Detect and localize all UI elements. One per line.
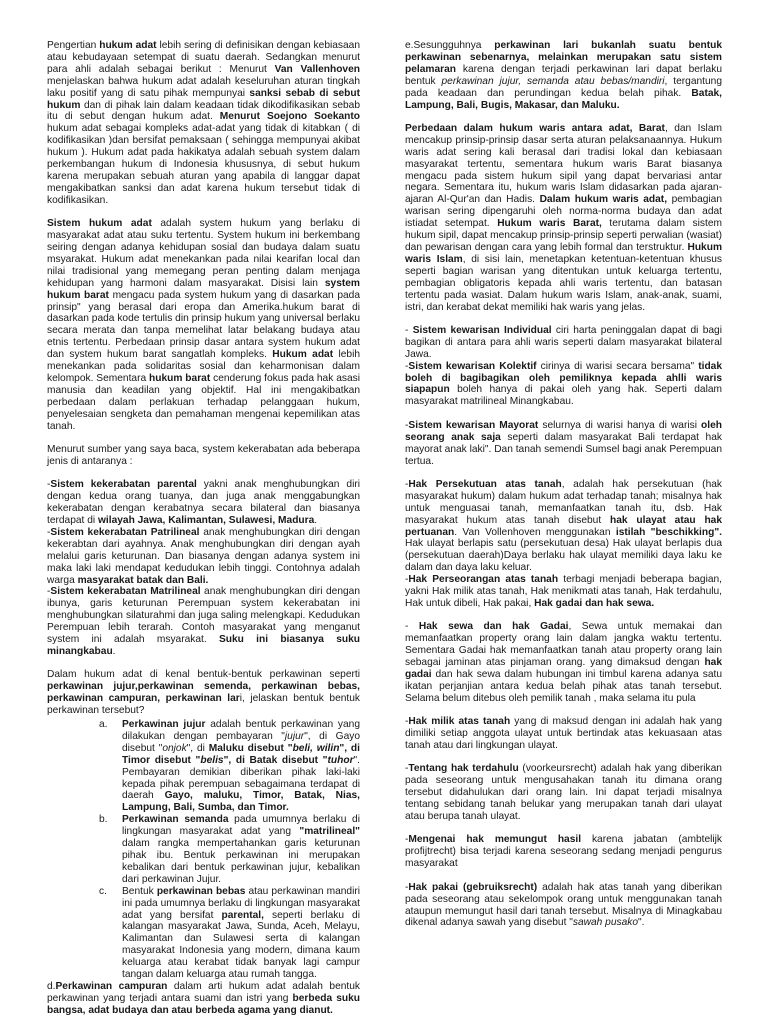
paragraph-kewarisan-mayorat: -Sistem kewarisan Mayorat selurnya di warisi hanya di warisi oleh seorang anak saja seperti dalam masyarakat Bali terdapat hak mayorat anak laki". Dan tanah semendi Sumsel bagi anak Perempuan tertua.	[405, 419, 722, 467]
list-item-text: Bentuk perkawinan bebas atau perkawinan mandiri ini pada umumnya berlaku di lingkungan masyarakat adat yang bersifat parental, seperti berlaku di kalangan masyarakat Jawa, Sunda, Aceh, Melayu, Kalimantan dan Sulawesi serta di kalangan masyarakat Indonesia yang modern, dimana kaum keluarga atau kerabat tidak banyak lagi campur tangan dalam keluarga atau rumah tangga.	[122, 885, 360, 981]
paragraph-hak-memungut-hasil: -Mengenai hak memungut hasil karena jabatan (ambtelijk profijtrecht) bisa terjadi karena seseorang sedang menjadi pengurus masyarakat	[405, 834, 722, 870]
paragraph-perkawinan-campuran: d.Perkawinan campuran dalam arti hukum adat adalah bentuk perkawinan yang terjadi antara suami dan istri yang berbeda suku bangsa, adat budaya dan atau berbeda agama yang dianut.	[47, 980, 360, 1016]
list-item-perkawinan-bebas	[47, 886, 360, 981]
paragraph-sistem-kekerabatan-intro: Menurut sumber yang saya baca, system kekerabatan ada beberapa jenis di antaranya :	[47, 444, 360, 467]
list-item-text: Perkawinan semanda pada umumnya berlaku di lingkungan masyarakat adat yang "matrilineal" dalam rangka mempertahankan garis keturunan pihak ibu. Bentuk perkawinan ini merupakan kebalikan dari bentuk perkawinan jujur, kebalikan dari perkawinan Jujur.	[122, 814, 360, 885]
paragraph-sistem-kekerabatan: -Sistem kekerabatan parental yakni anak menghubungkan diri dengan kedua orang tuanya, dan juga anak menggabungkan kekerabatan dengan kerabatnya secara bilateral dan biasanya terdapat di wilayah Jawa, Kalimantan, Sulawesi, Madura. -Sistem kekerabatan Patrilineal anak menghubungkan diri dengan kekerabtan dari ayahnya. Anak menghubungkan diri dengan ayah melalui garis keturunan. Dan biasanya dengan adanya system ini maka laki laki mendapat kedudukan lebih tinggi. Contohnya adalah warga masyarakat batak dan Bali. -Sistem kekerabatan Matrilineal anak menghubungkan diri dengan ibunya, garis keturunan Perempuan system kekerabatan ini menghubungkan silaturahmi dan juga saling melengkapi. Kedudukan Perempuan lebih terarah. Contoh masyarakat yang menganut system ini adalah msyarakat. Suku ini biasanya suku minangkabau.	[47, 479, 361, 657]
paragraph-perkawinan-lari: e.Sesungguhnya perkawinan lari bukanlah suatu bentuk perkawinan sebenarnya, melainkan merupakan satu sistem pelamaran karena dengan terjadi perkawinan lari dapat berlaku bentuk perkawinan jujur, semanda atau bebas/mandiri, tergantung pada keadaan dan perundingan kedua belah pihak. Batak, Lampung, Bali, Bugis, Makasar, dan Maluku.	[405, 40, 723, 111]
paragraph-hak-persekutuan: -Hak Persekutuan atas tanah, adalah hak persekutuan (hak masyarakat hukum) dalam hukum adat terhadap tanah; misalnya hak untuk menguasai tanah, memanfaatkan tanah itu, dsb. Hak masyarakat hukum atas tanah disebut hak ulayat atau hak pertuanan. Van Vollenhoven menggunakan istilah "beschikking". Hak ulayat berlapis satu (persekutuan desa) Hak ulayat berlapis dua (persekutuan daerah)Daya berlaku hak ulayat memiliki daya laku ke dalam dan daya laku keluar. -Hak Perseorangan atas tanah terbagi menjadi beberapa bagian, yakni Hak milik atas tanah, Hak menikmati atas tanah, Hak terdahulu, Hak untuk dibeli, Hak pakai, Hak gadai dan hak sewa.	[405, 478, 723, 609]
list-item-text: Perkawinan jujur adalah bentuk perkawinan yang dilakukan dengan pembayaran "jujur", di Gayo disebut "onjok", di Maluku disebut "beli, wilin", di Timor disebut "belis", di Batak disebut "tuhor". Pembayaran demikian diberikan pihak laki-laki kepada pihak perempuan sebagaimana terdapat di daerah Gayo, maluku, Timor, Batak, Nias, Lampung, Bali, Sumba, dan Timor.	[122, 719, 360, 814]
paragraph-bentuk-perkawinan: Dalam hukum adat di kenal bentuk-bentuk perkawinan seperti perkawinan jujur,perkawinan semenda, perkawinan bebas, perkawinan campuran, perkawinan lari, jelaskan bentuk bentuk perkawinan tersebut?	[47, 669, 360, 717]
left-column	[47, 40, 360, 1028]
list-label: b.	[99, 814, 108, 826]
paragraph-hak-terdahulu: -Tentang hak terdahulu (voorkeursrecht) adalah hak yang diberikan pada seseorang untuk mengusahakan tanah itu dimana orang tersebut didahulukan dari orang lain. Ini dapat terjadi misalnya tentang sebidang tanah belukar yang merupakan tanah dari ulayat atau berupa tanah ulayat.	[405, 763, 722, 823]
paragraph-perbedaan-hukum-waris: Perbedaan dalam hukum waris antara adat, Barat, dan Islam mencakup prinsip-prinsip dasar serta aturan pelaksanaannya. Hukum waris adat sering kali berasal dari tradisi lokal dan kebiasaan masyarakat tertentu, sementara hukum waris Barat biasanya mengacu pada sistem hukum sipil yang dapat bervariasi antar negara. Sementara itu, hukum waris Islam didasarkan pada ajaran-ajaran Al-Qur'an dan Hadis. Dalam hukum waris adat, pembagian warisan sering dipengaruhi oleh norma-norma budaya dan adat istiadat setempat. Hukum waris Barat, terutama dalam sistem hukum sipil, dapat mencakup prinsip-prinsip seperti perwalian (wasiat) dan pewarisan dengan cara yang lebih formal dan terstruktur. Hukum waris Islam, di sisi lain, menetapkan ketentuan-ketentuan khusus seperti bagian warisan yang ditentukan untuk keluarga tertentu, pembagian obligatoris kepada ahli waris tertentu, dan batasan tertentu pada wasiat. Dalam hukum waris Islam, anak-anak, suami, istri, dan kerabat dekat memiliki hak waris yang jelas.	[405, 122, 722, 313]
list-item-perkawinan-jujur	[47, 719, 360, 814]
right-column	[405, 40, 722, 941]
paragraph-kewarisan-individual-kolektif: - Sistem kewarisan Individual ciri harta peninggalan dapat di bagi bagikan di antara para ahli waris seperti dalam masyarakat bilateral Jawa. -Sistem kewarisan Kolektif cirinya di warisi secara bersama" tidak boleh di bagibagikan oleh pemiliknya kepada ahlli waris siapapun boleh hanya di pakai oleh yang hak. Seperti dalam masyarakat matrilineal Minangkabau.	[405, 324, 722, 408]
paragraph-sistem-hukum-adat: Sistem hukum adat adalah system hukum yang berlaku di masyarakat adat atau suku tertentu. System hukum ini berkembang seiring dengan adanya kehidupan sosial dan budaya dalam suatu msyarakat. Hukum adat menekankan pada nilai kearifan local dan nilai tradisional yang memegang peran penting dalam menjaga kehidupan yang harmoni dalam masyarakat. Disisi lain system hukum barat mengacu pada system hukum yang di dasarkan pada prinsip" yang berasal dari eropa dan Amerika.hukum barat di dasarkan pada kode tertulis din prinsip hukum yang universal berlaku secara merata dan tanpa memelihat latar belakang budaya atau etnis tertentu. Perbedaan prinsip dasar antara system hukum adat dan system hukum barat sangatlah kompleks. Hukum adat lebih menekankan pada solidaritas sosial dan keharmonisan dalam kelompok. Sementara hukum barat cenderung fokus pada hak asasi manusia dan keadilan yang objektif. Hal ini mengakibatkan perbedaan dalam perlakuan terhadap pelanggaan hukum, penyelesaian sengketa dan pemahaman mengenai kepemilikan atas tanah.	[47, 218, 360, 432]
list-label: c.	[99, 885, 107, 897]
paragraph-hak-milik: -Hak milik atas tanah yang di maksud dengan ini adalah hak yang dimiliki setiap anggota ulayat untuk bertindak atas kekuasaan atas tanah atau dari lingkungan ulayat.	[405, 716, 722, 752]
paragraph-hak-pakai: -Hak pakai (gebruiksrecht) adalah hak atas tanah yang diberikan pada seseorang atau sekelompok orang untuk menggunakan tanah ataupun memungut hasil dari tanah tersebut. Misalnya di Minagkabau dikenal adanya sawah yang disebut "sawah pusako".	[405, 881, 723, 929]
paragraph-pengertian-hukum-adat: Pengertian hukum adat lebih sering di definisikan dengan kebiasaan atau kebudayaan setempat di suatu daerah. Sedangkan menurut para ahli adalah sebagai berikut : Menurut Van Vallenhoven menjelaskan bahwa hukum adat adalah keseluruhan aturan tingkah laku positif yang di satu pihak mempunyai sanksi sebab di sebut hukum dan di pihak lain dalam keadaan tidak dikodifikasikan sebab itu di sebut dengan hukum adat. Menurut Soejono Soekanto hukum adat sebagai kompleks adat-adat yang tidak di kitabkan ( di kodifikasikan )dan bersifat pemaksaan ( sehingga mempunyai akibat hukum ). Hukum adat pada hakikatya adalah sebuah system dalam perkembangan hukum di Indonesia khususnya, di sebut hukum karena merupakan sebuah aturan yang apabila di langgar dapat mengakibatkan sanksi dan adat karena hukum tersebut tidak di kodifikasikan.	[47, 40, 361, 206]
paragraph-hak-sewa-gadai: - Hak sewa dan hak Gadai, Sewa untuk memakai dan memanfaatkan property orang lain dalam jangka waktu tertentu. Sementara Gadai hak memanfaatkan tanah atau property orang lain sebagai jaminan atas pinjaman orang. yang dimaksud dengan hak gadai dan hak sewa dalam hubungan ini timbul karena adanya satu ikatan perjanjian antara kedua belah pihak atas tanah tersebut. Selama belum ditebus oleh pemilik tanah , maka selama itu pula	[405, 621, 722, 704]
list-item-perkawinan-semanda	[47, 814, 360, 885]
list-label: a.	[99, 719, 108, 731]
perkawinan-list	[47, 719, 360, 981]
